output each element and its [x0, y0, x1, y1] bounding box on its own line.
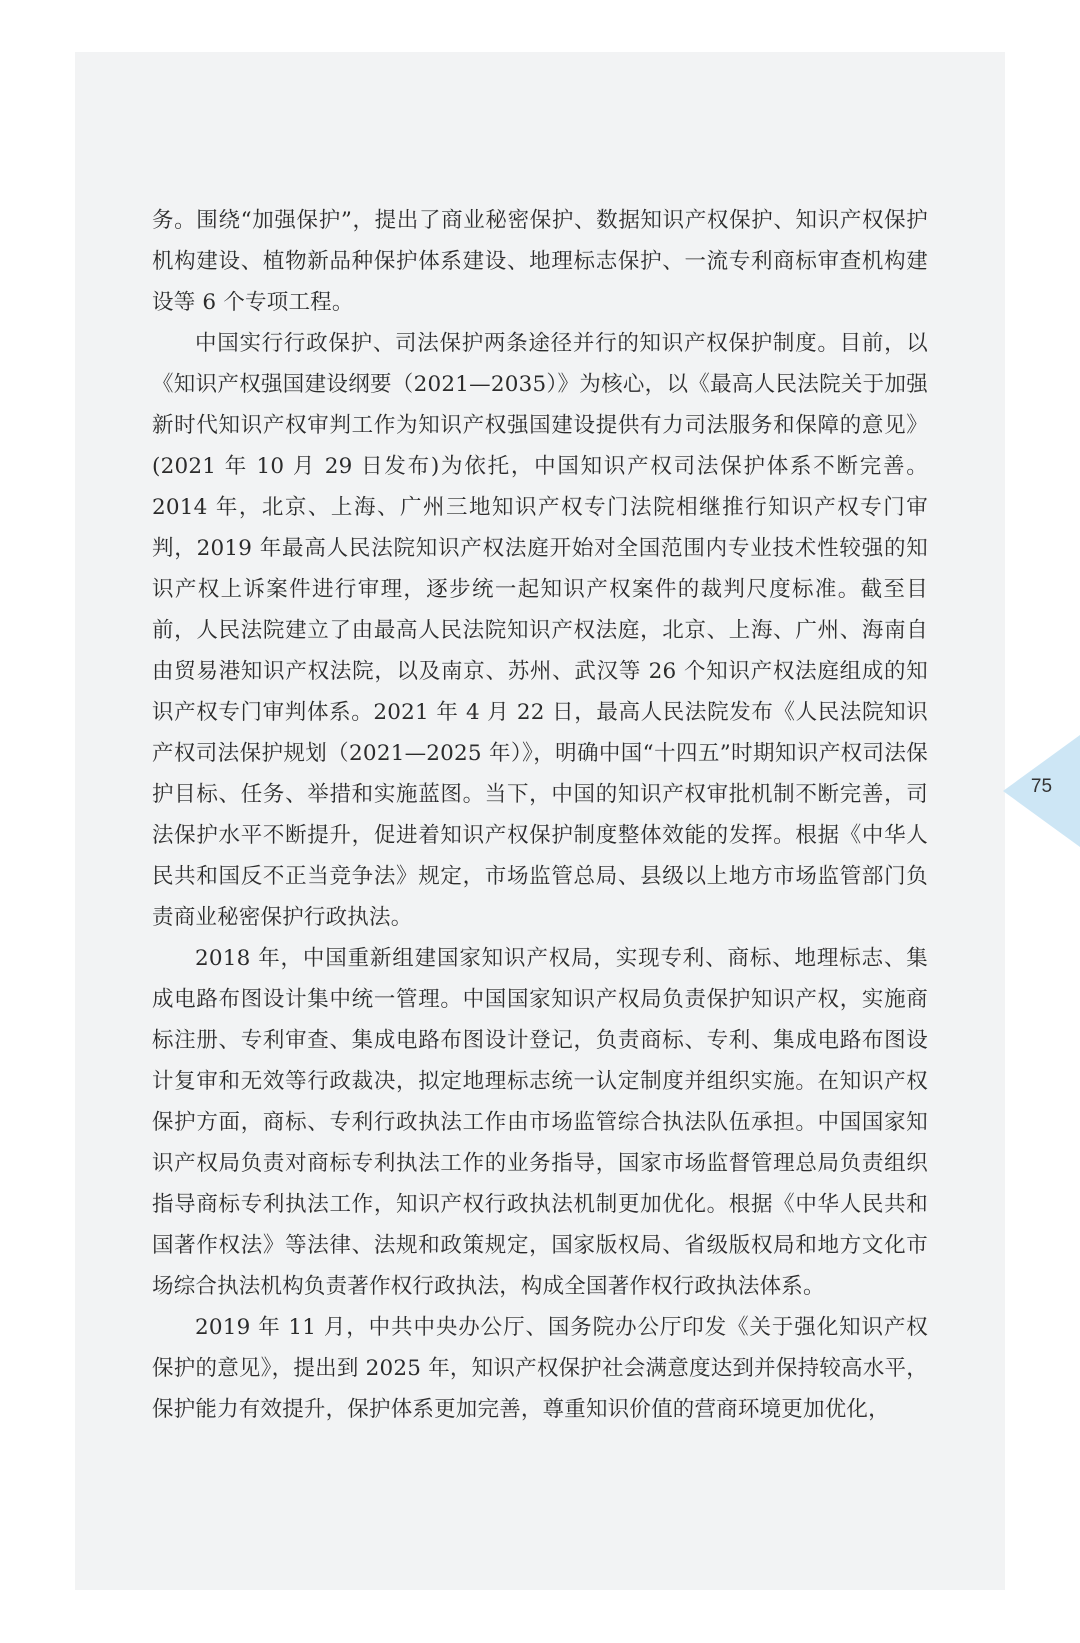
paragraph-4: 2019 年 11 月，中共中央办公厅、国务院办公厅印发《关于强化知识产权保护的意见》，提出到 2025 年，知识产权保护社会满意度达到并保持较高水平，保护能力有效提升，保护体系更加完善，尊重知识价值的营商环境更加优化，: [152, 1315, 928, 1422]
paragraph-3: 2018 年，中国重新组建国家知识产权局，实现专利、商标、地理标志、集成电路布图设计集中统一管理。中国国家知识产权局负责保护知识产权，实施商标注册、专利审查、集成电路布图设计登记，负责商标、专利、集成电路布图设计复审和无效等行政裁决，拟定地理标志统一认定制度并组织实施。在知识产权保护方面，商标、专利行政执法工作由市场监管综合执法队伍承担。中国国家知识产权局负责对商标专利执法工作的业务指导，国家市场监督管理总局负责组织指导商标专利执法工作，知识产权行政执法机制更加优化。根据《中华人民共和国著作权法》等法律、法规和政策规定，国家版权局、省级版权局和地方文化市场综合执法机构负责著作权行政执法，构成全国著作权行政执法体系。: [152, 946, 928, 1299]
paragraph-1: 务。围绕“加强保护”，提出了商业秘密保护、数据知识产权保护、知识产权保护机构建设、植物新品种保护体系建设、地理标志保护、一流专利商标审查机构建设等 6 个专项工程。: [152, 208, 928, 315]
body-text: [152, 200, 928, 1430]
paragraph-2: 中国实行行政保护、司法保护两条途径并行的知识产权保护制度。目前，以《知识产权强国建设纲要（2021—2035）》为核心，以《最高人民法院关于加强新时代知识产权审判工作为知识产权强国建设提供有力司法服务和保障的意见》(2021 年 10 月 29 日发布)为依托，中国知识产权司法保护体系不断完善。2014 年，北京、上海、广州三地知识产权专门法院相继推行知识产权专门审判，2019 年最高人民法院知识产权法庭开始对全国范围内专业技术性较强的知识产权上诉案件进行审理，逐步统一起知识产权案件的裁判尺度标准。截至目前，人民法院建立了由最高人民法院知识产权法庭，北京、上海、广州、海南自由贸易港知识产权法院，以及南京、苏州、武汉等 26 个知识产权法庭组成的知识产权专门审判体系。2021 年 4 月 22 日，最高人民法院发布《人民法院知识产权司法保护规划（2021—2025 年）》，明确中国“十四五”时期知识产权司法保护目标、任务、举措和实施蓝图。当下，中国的知识产权审批机制不断完善，司法保护水平不断提升，促进着知识产权保护制度整体效能的发挥。根据《中华人民共和国反不正当竞争法》规定，市场监管总局、县级以上地方市场监管部门负责商业秘密保护行政执法。: [152, 331, 928, 930]
page-number: 75: [1030, 776, 1053, 797]
